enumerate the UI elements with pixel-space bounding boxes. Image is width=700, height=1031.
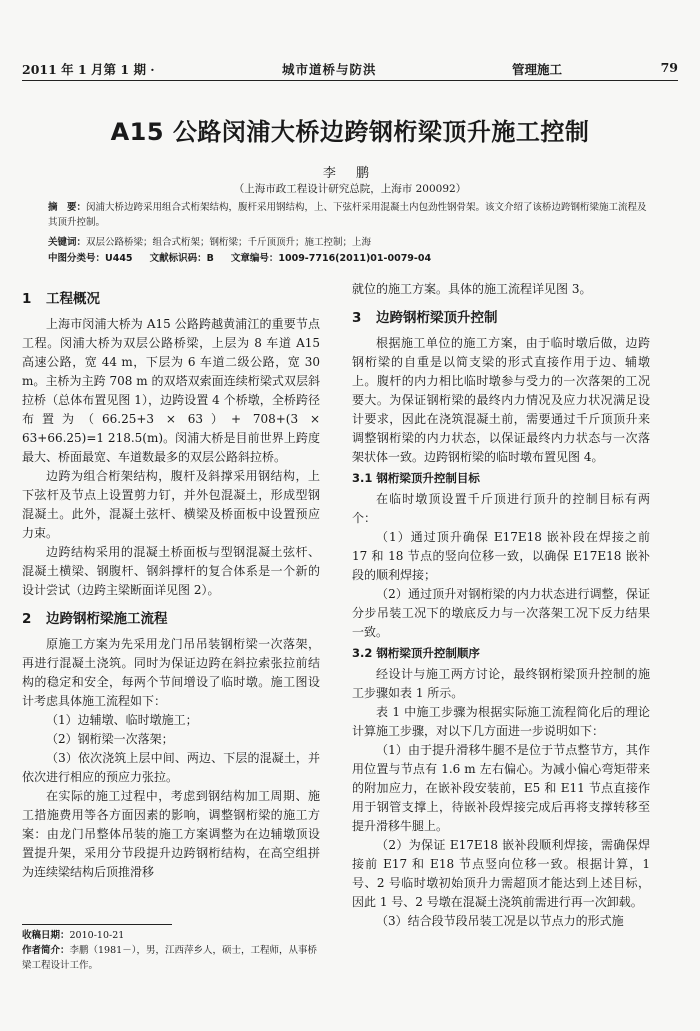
footnote-rule bbox=[22, 924, 172, 925]
list-item: （2）通过顶升对钢桁梁的内力状态进行调整，保证分步吊装工况下的墩底反力与一次落架工况下反力结果一致。 bbox=[352, 587, 650, 639]
issue-info: 2011 年 1 月第 1 期 · bbox=[22, 62, 155, 77]
list-item: （3）结合段节段吊装工况是以节点力的形式施 bbox=[376, 914, 624, 928]
list-item: （1）由于提升滑移牛腿不是位于节点整节方，其作用位置与节点有 1.6 m 左右偏心。为减小偏心弯矩带来的附加应力，在嵌补段安装前，E5 和 E11 节点直接作用于钢管支撑上，待嵌补段焊接完成后再将支撑转移至提升滑移牛腿上。 bbox=[352, 743, 650, 833]
subsection-3-2-heading: 3.2 钢桁梁顶升控制顺序 bbox=[352, 646, 480, 660]
left-column bbox=[22, 280, 320, 882]
keywords-label: 关键词： bbox=[48, 237, 87, 248]
section-name: 管理施工 bbox=[512, 62, 563, 77]
document-code: 文献标识码：B bbox=[149, 253, 214, 264]
list-item: （1）边辅墩、临时墩施工； bbox=[46, 713, 198, 727]
journal-name: 城市道桥与防洪 bbox=[282, 62, 377, 77]
received-label: 收稿日期： bbox=[22, 930, 70, 941]
page-number: 79 bbox=[660, 60, 678, 75]
bio-text: 李鹏（1981－），男，江西萍乡人，硕士，工程师，从事桥梁工程设计工作。 bbox=[22, 945, 317, 971]
bio-label: 作者简介： bbox=[22, 945, 70, 956]
abstract bbox=[48, 200, 652, 230]
section-1-title: 工程概况 bbox=[46, 291, 100, 307]
article-number: 文章编号：1009-7716(2011)01-0079-04 bbox=[230, 253, 432, 264]
paragraph: 根据施工单位的施工方案，由于临时墩后做，边跨钢桁梁的自重是以简支梁的形式直接作用于边、辅墩上。腹杆的内力相比临时墩参与受力的一次落架的工况要大。为保证钢桁梁的最终内力情况及应力状况满足设计要求，因此在浇筑混凝土前，需要通过千斤顶顶升来调整钢桁梁的内力状态，以保证最终内力状态与一次落架状体一致。边跨钢桁梁的临时墩布置见图 4。 bbox=[352, 336, 650, 464]
classification-row bbox=[48, 251, 652, 266]
section-2-title: 边跨钢桁梁施工流程 bbox=[46, 611, 168, 627]
section-3-title: 边跨钢桁梁顶升控制 bbox=[376, 310, 498, 326]
list-item: （2）为保证 E17E18 嵌补段顺利焊接，需确保焊接前 E17 和 E18 节点竖向位移一致。根据计算，1 号、2 号临时墩初始顶升力需超顶才能达到上述目标，因此 1 号、2 号墩在混凝土浇筑前需进行再一次卸载。 bbox=[352, 838, 650, 909]
list-item: （1）通过顶升确保 E17E18 嵌补段在焊接之前 17 和 18 节点的竖向位移一致，以确保 E17E18 嵌补段的顺利焊接； bbox=[352, 530, 650, 582]
list-item: （2）钢桁梁一次落架； bbox=[46, 732, 174, 746]
footnote bbox=[22, 928, 322, 973]
received-value: 2010-10-21 bbox=[69, 930, 125, 941]
paragraph: 边跨为组合桁架结构，腹杆及斜撑采用钢结构，上下弦杆及节点上设置剪力钉，并外包混凝土，形成型钢混凝土。此外，混凝土弦杆、横梁及桥面板中设置预应力束。 bbox=[22, 469, 320, 540]
author: 李 鹏 bbox=[322, 166, 378, 181]
paragraph: 原施工方案为先采用龙门吊吊装钢桁梁一次落架，再进行混凝土浇筑。同时为保证边跨在斜拉索张拉前结构的稳定和安全，每两个节间增设了临时墩。施工图设计考虑具体施工流程如下： bbox=[22, 637, 320, 708]
keywords-text: 双层公路桥梁；组合式桁架；钢桁梁；千斤顶顶升；施工控制；上海 bbox=[86, 237, 372, 248]
section-2-heading bbox=[22, 610, 320, 629]
paragraph: 上海市闵浦大桥为 A15 公路跨越黄浦江的重要节点工程。闵浦大桥为双层公路桥梁，上层为 8 车道 A15 高速公路，宽 44 m，下层为 6 车道二级公路，宽 30 m。主桥为主跨 708 m 的双塔双索面连续桁梁式双层斜拉桥（总体布置见图 1），边跨设置 4 个桥墩，全桥跨径布置为（66.25+3 × 63）+ 708+(3 × 63+66.25)=1 218.5(m)。闵浦大桥是目前世界上跨度最大、桥面最宽、车道数最多的双层公路斜拉桥。 bbox=[22, 317, 320, 464]
section-3-number: 3 bbox=[352, 310, 362, 326]
right-column bbox=[352, 280, 650, 931]
section-3-heading bbox=[352, 309, 650, 328]
paragraph: 经设计与施工两方讨论，最终钢桁梁顶升控制的施工步骤如表 1 所示。 bbox=[352, 667, 650, 700]
article-title: A15 公路闵浦大桥边跨钢桁梁顶升施工控制 bbox=[110, 118, 590, 146]
paragraph: 边跨结构采用的混凝土桥面板与型钢混凝土弦杆、混凝土横梁、钢腹杆、钢斜撑杆的复合体系是一个新的设计尝试（边跨主梁断面详见图 2）。 bbox=[22, 545, 320, 597]
clc-code: 中图分类号：U445 bbox=[48, 253, 133, 264]
list-item: （3）依次浇筑上层中间、两边、下层的混凝土，并依次进行相应的预应力张拉。 bbox=[22, 751, 320, 784]
subsection-3-1-heading: 3.1 钢桁梁顶升控制目标 bbox=[352, 471, 480, 485]
section-2-number: 2 bbox=[22, 611, 32, 627]
abstract-label: 摘 要： bbox=[48, 202, 87, 213]
section-1-number: 1 bbox=[22, 291, 32, 307]
header-rule bbox=[22, 80, 678, 81]
paragraph: 在临时墩顶设置千斤顶进行顶升的控制目标有两个： bbox=[352, 492, 650, 525]
received-date bbox=[22, 928, 322, 943]
running-header bbox=[22, 58, 678, 80]
abstract-text: 闵浦大桥边跨采用组合式桁架结构，腹杆采用钢结构，上、下弦杆采用混凝土内包劲性钢骨架。该文介绍了该桥边跨钢桁梁施工流程及其顶升控制。 bbox=[48, 202, 647, 228]
paragraph: 在实际的施工过程中，考虑到钢结构加工周期、施工措施费用等各方面因素的影响，调整钢桁梁的施工方案：由龙门吊整体吊装的施工方案调整为在边辅墩顶设置提升架，采用分节段提升边跨钢桁结构，在高空组拼为连续梁结构后顶推滑移 bbox=[22, 789, 320, 879]
section-1-heading bbox=[22, 290, 320, 309]
author-bio bbox=[22, 943, 322, 973]
paragraph: 就位的施工方案。具体的施工流程详见图 3。 bbox=[352, 282, 592, 296]
affiliation: （上海市政工程设计研究总院，上海市 200092） bbox=[233, 183, 467, 195]
keywords bbox=[48, 235, 652, 250]
paragraph: 表 1 中施工步骤为根据实际施工流程简化后的理论计算施工步骤，对以下几方面进一步说明如下： bbox=[352, 705, 650, 738]
